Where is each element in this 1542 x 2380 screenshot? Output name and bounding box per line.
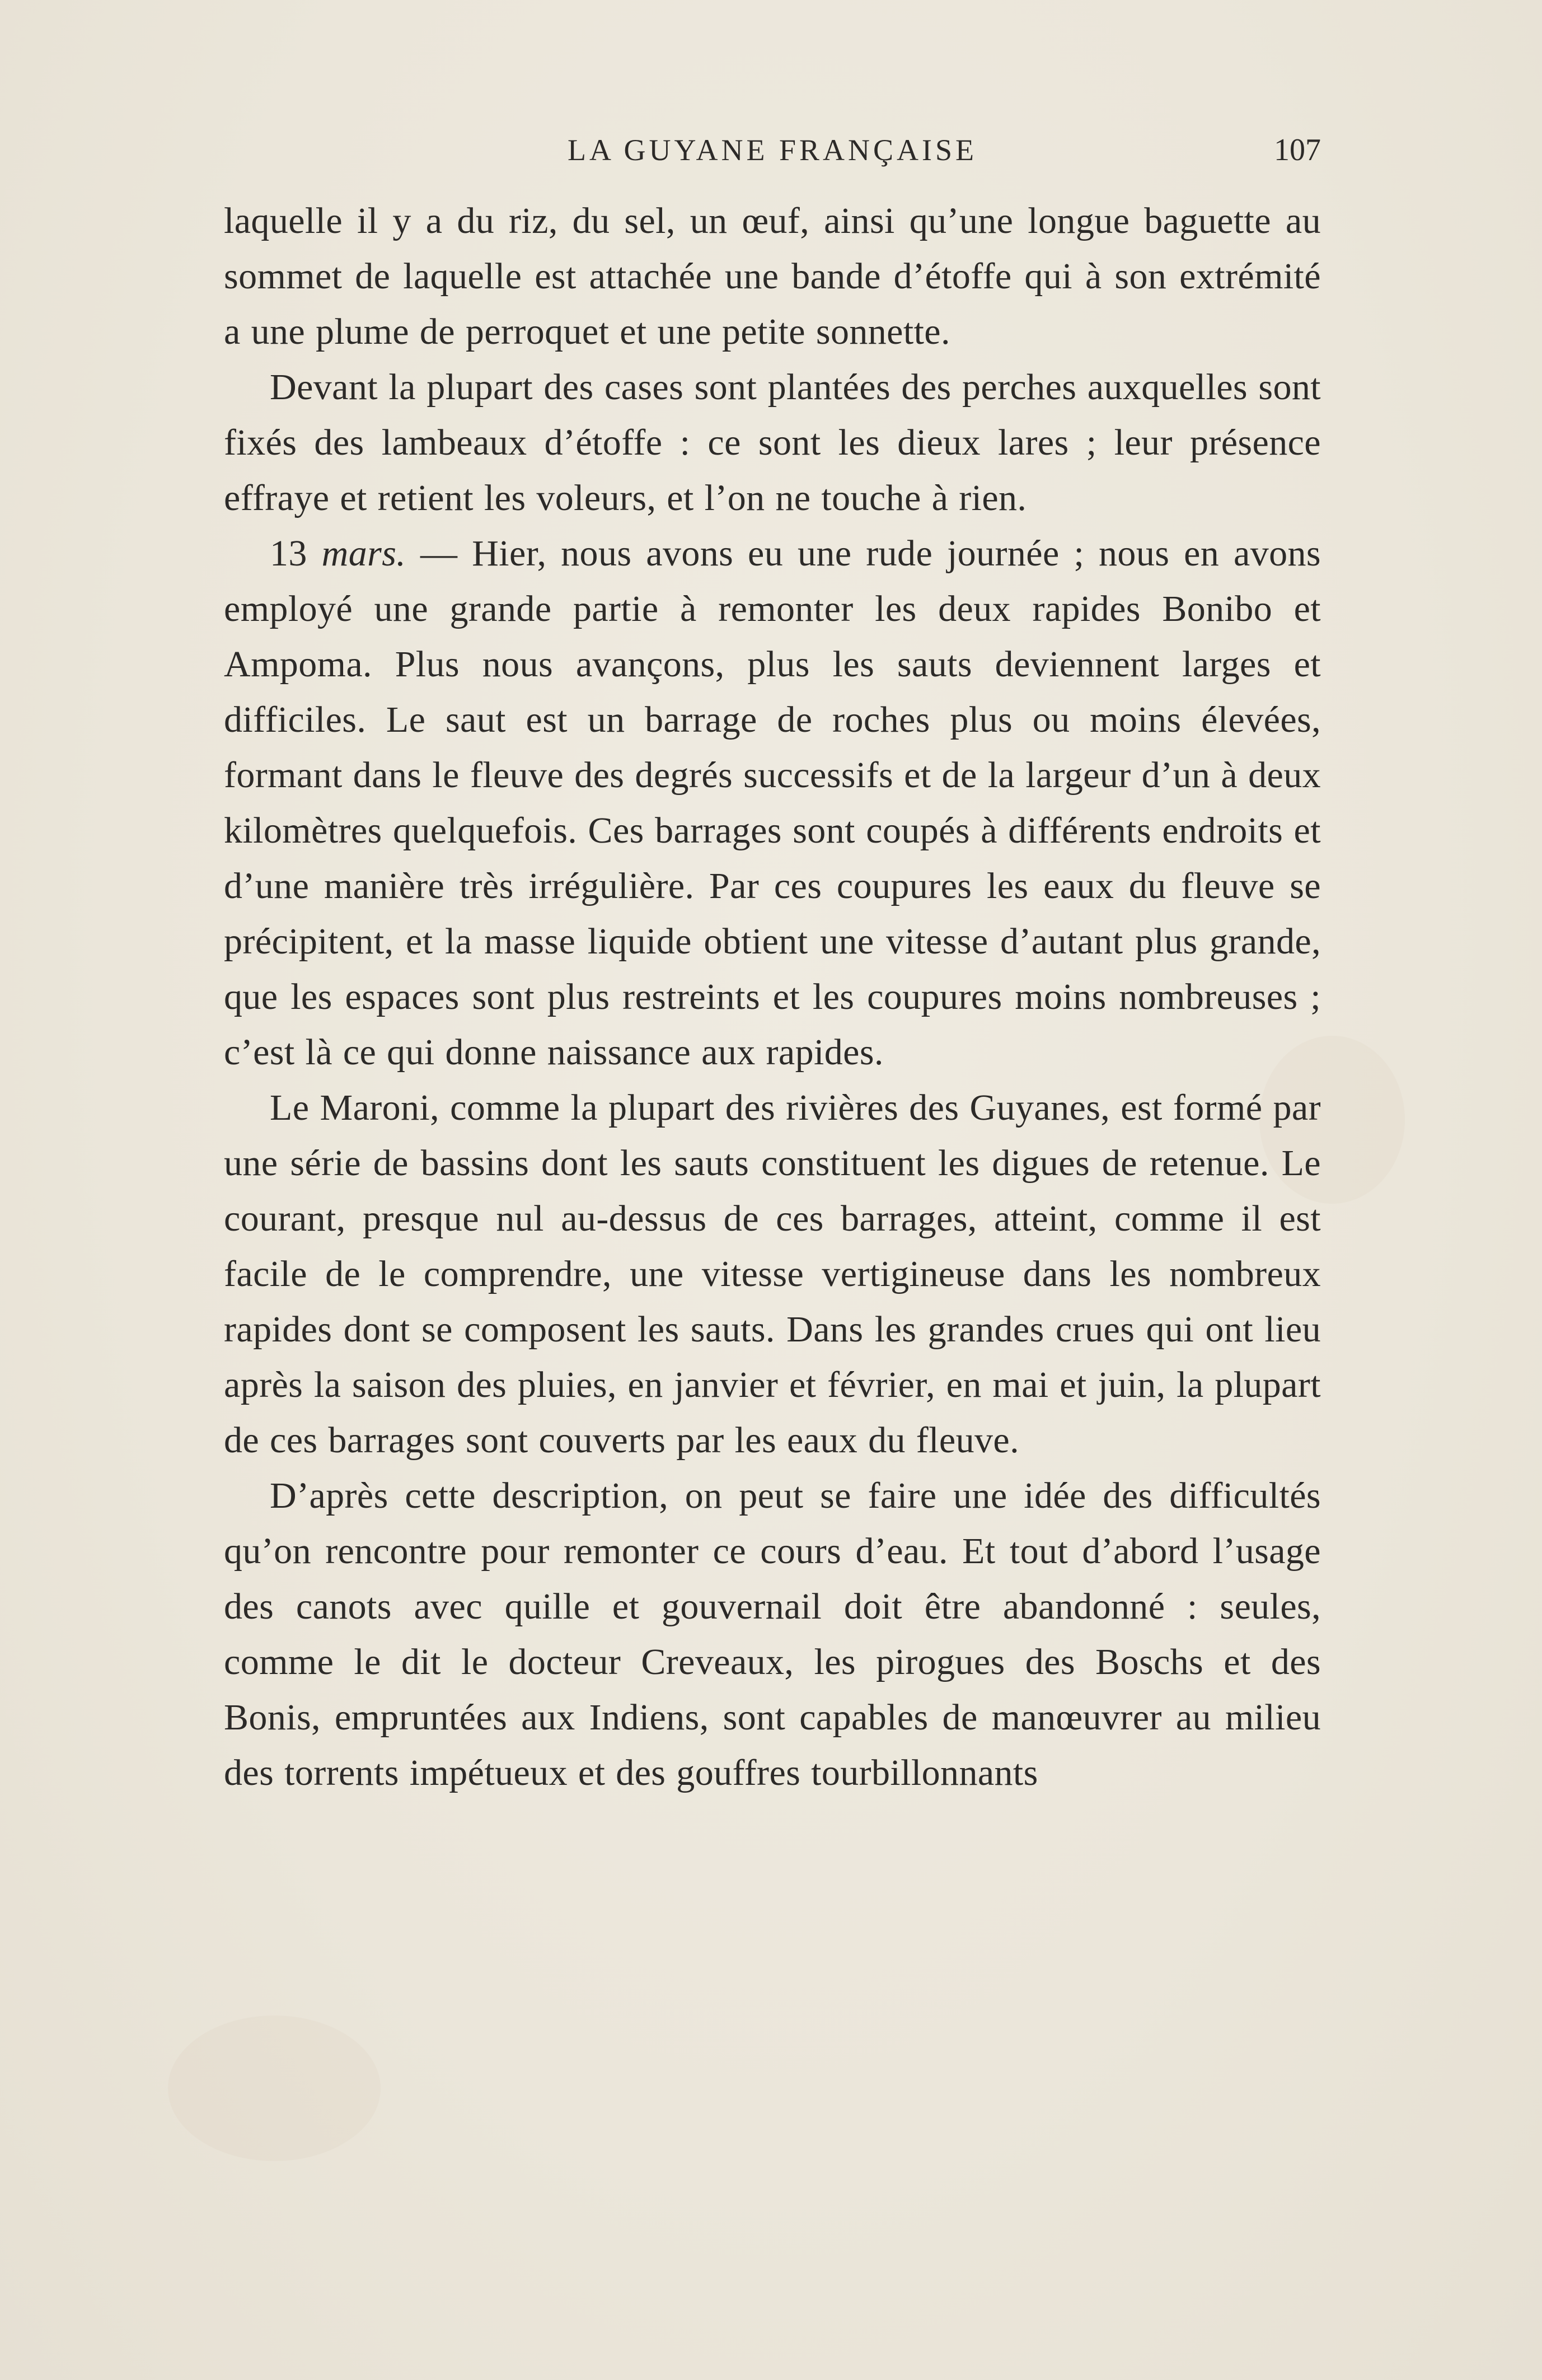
page-number: 107 [1274, 133, 1321, 167]
entry-date-day: 13 [270, 533, 307, 574]
paper-stain [168, 2016, 381, 2161]
paragraph: Devant la plupart des cases sont plantées des perches auxquelles sont fixés des lambeaux d’étoffe : ce sont les dieux lares ; leur présence effraye et retient les voleurs, et l’on ne touche à rien. [224, 367, 1321, 518]
page-header [224, 128, 1321, 172]
paragraph-dated-entry [224, 526, 1321, 1080]
entry-text: — Hier, nous avons eu une rude journée ; nous en avons employé une grande partie à remonter les deux rapides Bonibo et Ampoma. Plus nous avançons, plus les sauts deviennent larges et difficiles. Le saut est un barrage de roches plus ou moins élevées, formant dans le fleuve des degrés successifs et de la largeur d’un à deux kilomètres quelquefois. Ces barrages sont coupés à différents endroits et d’une manière très irrégulière. Par ces coupures les eaux du fleuve se précipitent, et la masse liquide obtient une vitesse d’autant plus grande, que les espaces sont plus restreints et les coupures moins nombreuses ; c’est là ce qui donne naissance aux rapides. [224, 533, 1321, 1073]
entry-date-month: mars. [321, 533, 406, 574]
paragraph-continued: laquelle il y a du riz, du sel, un œuf, ainsi qu’une longue baguette au sommet de laquelle est attachée une bande d’étoffe qui à son extrémité a une plume de perroquet et une petite sonnette. [224, 200, 1321, 352]
paragraph: Le Maroni, comme la plupart des rivières des Guyanes, est formé par une série de bassins dont les sauts constituent les digues de retenue. Le courant, presque nul au-dessus de ces barrages, atteint, comme il est facile de le comprendre, une vitesse vertigineuse dans les nombreux rapides dont se composent les sauts. Dans les grandes crues qui ont lieu après la saison des pluies, en janvier et février, en mai et juin, la plupart de ces barrages sont couverts par les eaux du fleuve. [224, 1087, 1321, 1461]
body-text [224, 193, 1321, 1801]
running-title: LA GUYANE FRANÇAISE [567, 133, 978, 167]
paragraph: D’après cette description, on peut se faire une idée des difficultés qu’on rencontre pour remonter ce cours d’eau. Et tout d’abord l’usage des canots avec quille et gouvernail doit être abandonné : seules, comme le dit le docteur Creveaux, les pirogues des Boschs et des Bonis, empruntées aux Indiens, sont capables de manœuvrer au milieu des torrents impétueux et des gouffres tourbillonnants [224, 1475, 1321, 1793]
